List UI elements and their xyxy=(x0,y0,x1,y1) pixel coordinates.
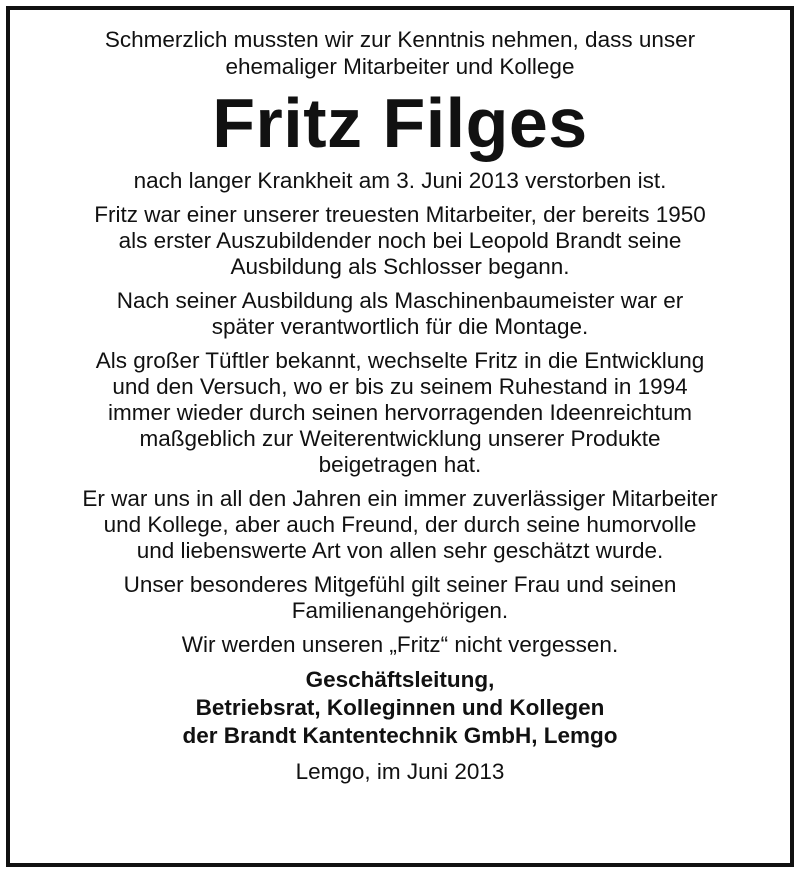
text-line: Nach seiner Ausbildung als Maschinenbaumeister war er xyxy=(116,288,684,313)
text-line: und liebenswerte Art von allen sehr geschätzt wurde. xyxy=(136,538,664,563)
deceased-name: Fritz Filges xyxy=(212,84,588,162)
text-line: später verantwortlich für die Montage. xyxy=(211,314,589,339)
intro-line: ehemaliger Mitarbeiter und Kollege xyxy=(225,54,575,79)
text-line: beigetragen hat. xyxy=(318,452,482,477)
text-line: Als großer Tüftler bekannt, wechselte Fritz in die Entwicklung xyxy=(95,348,705,373)
place-date: Lemgo, im Juni 2013 xyxy=(295,759,505,784)
signer-line: der Brandt Kantentechnik GmbH, Lemgo xyxy=(182,723,618,748)
paragraph-colleague xyxy=(10,486,790,564)
signer-line: Geschäftsleitung, xyxy=(305,667,495,692)
text-line: Er war uns in all den Jahren ein immer zuverlässiger Mitarbeiter xyxy=(82,486,718,511)
paragraph-remembrance xyxy=(10,632,790,658)
paragraph-death-date xyxy=(10,168,790,194)
text-line: und Kollege, aber auch Freund, der durch seine humorvolle xyxy=(103,512,697,537)
text-line: immer wieder durch seinen hervorragenden Ideenreichtum xyxy=(107,400,693,425)
text-line: maßgeblich zur Weiterentwicklung unserer Produkte xyxy=(139,426,661,451)
text-line: Wir werden unseren „Fritz“ nicht vergessen. xyxy=(181,632,619,657)
text-line: Familienangehörigen. xyxy=(291,598,509,623)
text-line: Ausbildung als Schlosser begann. xyxy=(230,254,570,279)
text-line: und den Versuch, wo er bis zu seinem Ruhestand in 1994 xyxy=(112,374,688,399)
signer-line: Betriebsrat, Kolleginnen und Kollegen xyxy=(195,695,605,720)
obituary-notice xyxy=(10,26,790,786)
signers-block xyxy=(10,666,790,750)
text-line: nach langer Krankheit am 3. Juni 2013 verstorben ist. xyxy=(133,168,667,193)
intro-line: Schmerzlich mussten wir zur Kenntnis nehmen, dass unser xyxy=(104,27,696,52)
text-line: als erster Auszubildender noch bei Leopold Brandt seine xyxy=(118,228,682,253)
text-line: Fritz war einer unserer treuesten Mitarbeiter, der bereits 1950 xyxy=(94,202,706,227)
intro-text xyxy=(10,26,790,80)
paragraph-development xyxy=(10,348,790,478)
paragraph-career-start xyxy=(10,202,790,280)
text-line: Unser besonderes Mitgefühl gilt seiner Frau und seinen xyxy=(123,572,677,597)
paragraph-master-craftsman xyxy=(10,288,790,340)
paragraph-condolence xyxy=(10,572,790,624)
